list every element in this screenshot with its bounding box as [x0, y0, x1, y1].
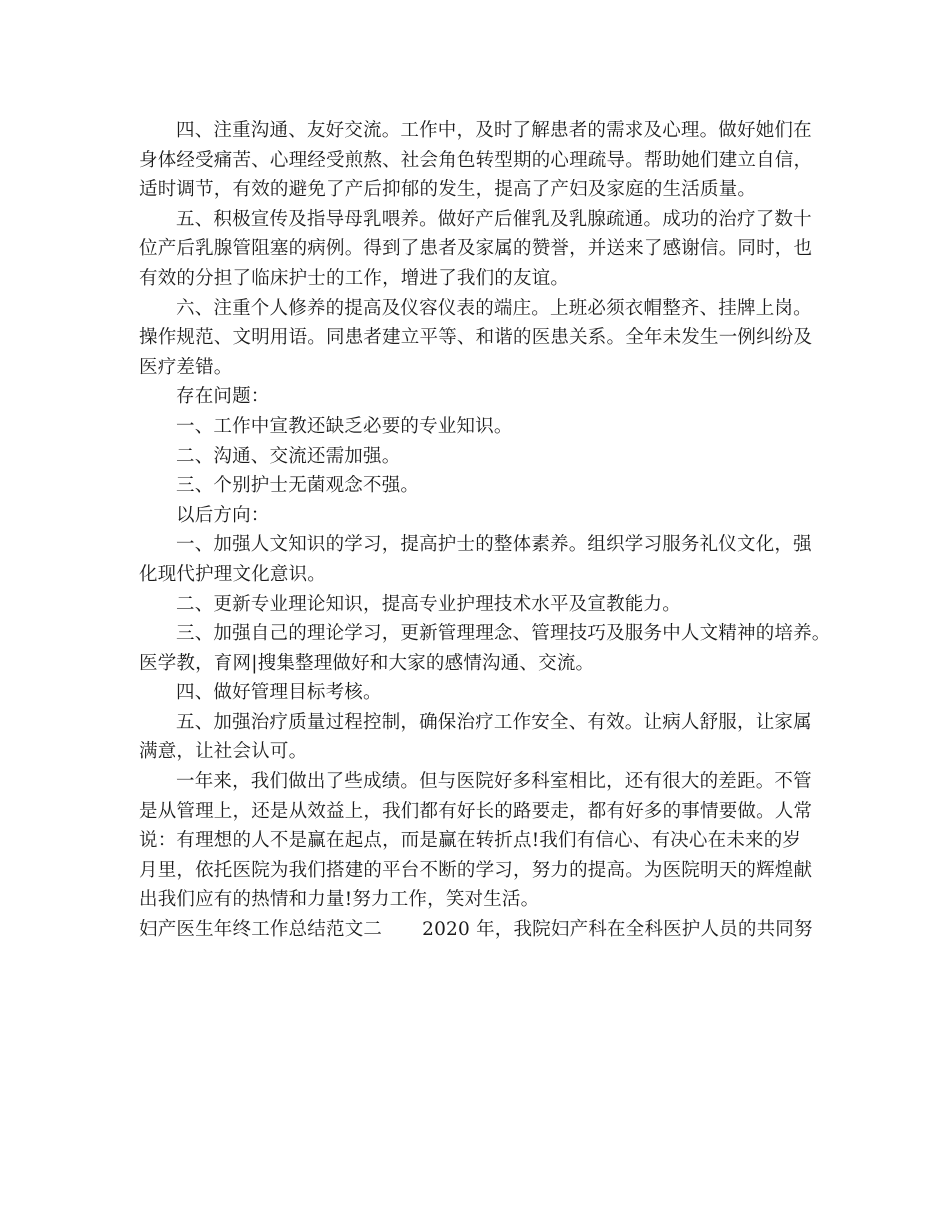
- text-line: 适时调节，有效的避免了产后抑郁的发生，提高了产妇及家庭的生活质量。: [139, 179, 757, 201]
- text-line: 化现代护理文化意识。: [139, 563, 327, 585]
- text-line: 五、积极宣传及指导母乳喂养。做好产后催乳及乳腺疏通。成功的治疗了数十: [176, 208, 812, 230]
- text-line: 位产后乳腺管阻塞的病例。得到了患者及家属的赞誉，并送来了感谢信。同时，也: [139, 238, 813, 260]
- text-line: 说：有理想的人不是赢在起点，而是赢在转折点!我们有信心、有决心在未来的岁: [139, 830, 802, 852]
- text-line: 一、工作中宣教还缺乏必要的专业知识。: [176, 415, 513, 437]
- text-line: 一、加强人文知识的学习，提高护士的整体素养。组织学习服务礼仪文化，强: [176, 534, 812, 556]
- text-line: 一年来，我们做出了些成绩。但与医院好多科室相比，还有很大的差距。不管: [176, 771, 812, 793]
- text-line: 出我们应有的热情和力量!努力工作，笑对生活。: [139, 889, 540, 911]
- text-line: 医疗差错。: [139, 356, 233, 378]
- text-line: 是从管理上，还是从效益上，我们都有好长的路要走，都有好多的事情要做。人常: [139, 800, 813, 822]
- text-line: 五、加强治疗质量过程控制，确保治疗工作安全、有效。让病人舒服，让家属: [176, 711, 812, 733]
- section-heading-line: [139, 915, 819, 945]
- text-line: 四、注重沟通、友好交流。工作中，及时了解患者的需求及心理。做好她们在: [176, 120, 812, 141]
- text-line: 二、沟通、交流还需加强。: [176, 445, 401, 467]
- section-title: 妇产医生年终工作总结范文二: [139, 919, 383, 941]
- text-line: 三、个别护士无菌观念不强。: [176, 475, 420, 497]
- text-line: 四、做好管理目标考核。: [176, 682, 382, 704]
- text-line: 有效的分担了临床护士的工作，增进了我们的友谊。: [139, 267, 570, 289]
- text-line: 医学教，育网|搜集整理做好和大家的感情沟通、交流。: [139, 652, 595, 674]
- text-line: 二、更新专业理论知识，提高专业护理技术水平及宣教能力。: [176, 593, 681, 615]
- text-line: 六、注重个人修养的提高及仪容仪表的端庄。上班必须衣帽整齐、挂牌上岗。: [176, 297, 812, 319]
- text-line: 以后方向：: [176, 504, 270, 526]
- text-line: 三、加强自己的理论学习，更新管理理念、管理技巧及服务中人文精神的培养。: [176, 623, 831, 645]
- text-line: 月里，依托医院为我们搭建的平台不断的学习，努力的提高。为医院明天的辉煌献: [139, 859, 813, 881]
- text-line: 存在问题：: [176, 386, 270, 408]
- text-line: 满意，让社会认可。: [139, 741, 308, 763]
- text-line: 身体经受痛苦、心理经受煎熬、社会角色转型期的心理疏导。帮助她们建立自信，: [139, 149, 813, 171]
- text-line: 操作规范、文明用语。同患者建立平等、和谐的医患关系。全年未发生一例纠纷及: [139, 327, 813, 349]
- document-body: [139, 116, 831, 945]
- section-opening-text: 2020 年，我院妇产科在全科医护人员的共同努: [422, 919, 813, 941]
